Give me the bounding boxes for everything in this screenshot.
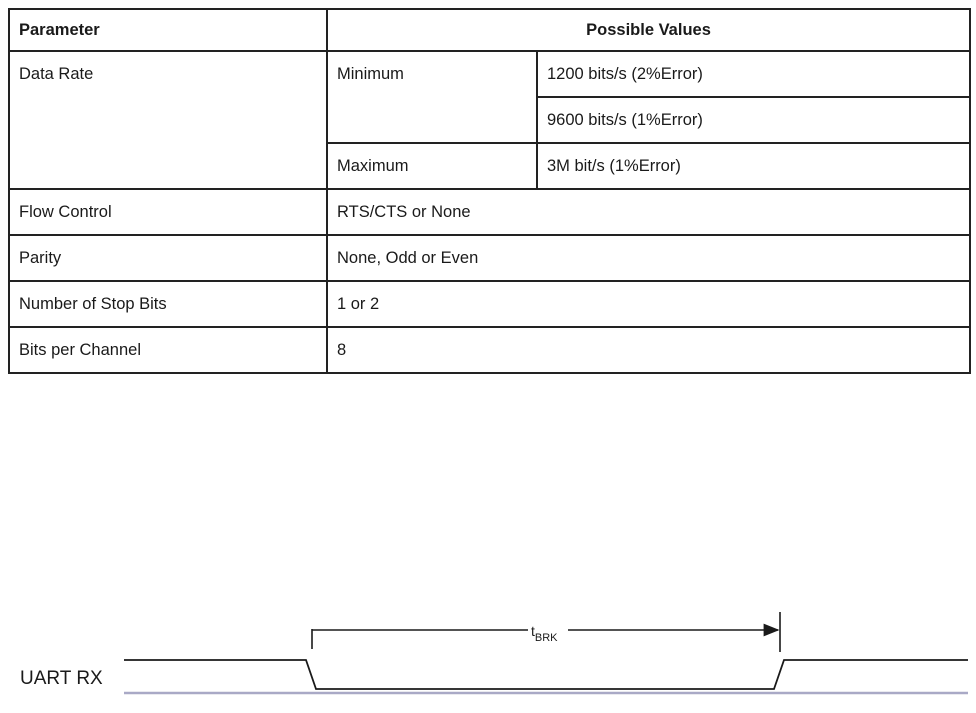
table-row-stop-bits (9, 281, 970, 327)
tbrk-label-t: t (531, 623, 535, 639)
parity-value: None, Odd or Even (327, 235, 970, 281)
bits-per-channel-label: Bits per Channel (9, 327, 327, 373)
table-row-data-rate (9, 51, 970, 97)
table-header-row (9, 9, 970, 51)
header-possible-values: Possible Values (327, 9, 970, 51)
uart-parameters-table (8, 8, 971, 374)
table-row-flow-control (9, 189, 970, 235)
minimum-value-2: 9600 bits/s (1%Error) (537, 97, 970, 143)
flow-control-value: RTS/CTS or None (327, 189, 970, 235)
table-row-bits-per-channel (9, 327, 970, 373)
minimum-label: Minimum (327, 51, 537, 143)
table-row-parity (9, 235, 970, 281)
flow-control-label: Flow Control (9, 189, 327, 235)
tbrk-label (531, 623, 558, 644)
header-parameter: Parameter (9, 9, 327, 51)
uart-break-timing-diagram (0, 600, 976, 710)
tbrk-label-subscript: BRK (534, 632, 558, 644)
bits-per-channel-value: 8 (327, 327, 970, 373)
uart-rx-label: UART RX (20, 668, 103, 689)
stop-bits-label: Number of Stop Bits (9, 281, 327, 327)
uart-rx-waveform (124, 660, 968, 689)
parity-label: Parity (9, 235, 327, 281)
minimum-value-1: 1200 bits/s (2%Error) (537, 51, 970, 97)
maximum-value: 3M bit/s (1%Error) (537, 143, 970, 189)
stop-bits-value: 1 or 2 (327, 281, 970, 327)
data-rate-label: Data Rate (9, 51, 327, 189)
maximum-label: Maximum (327, 143, 537, 189)
